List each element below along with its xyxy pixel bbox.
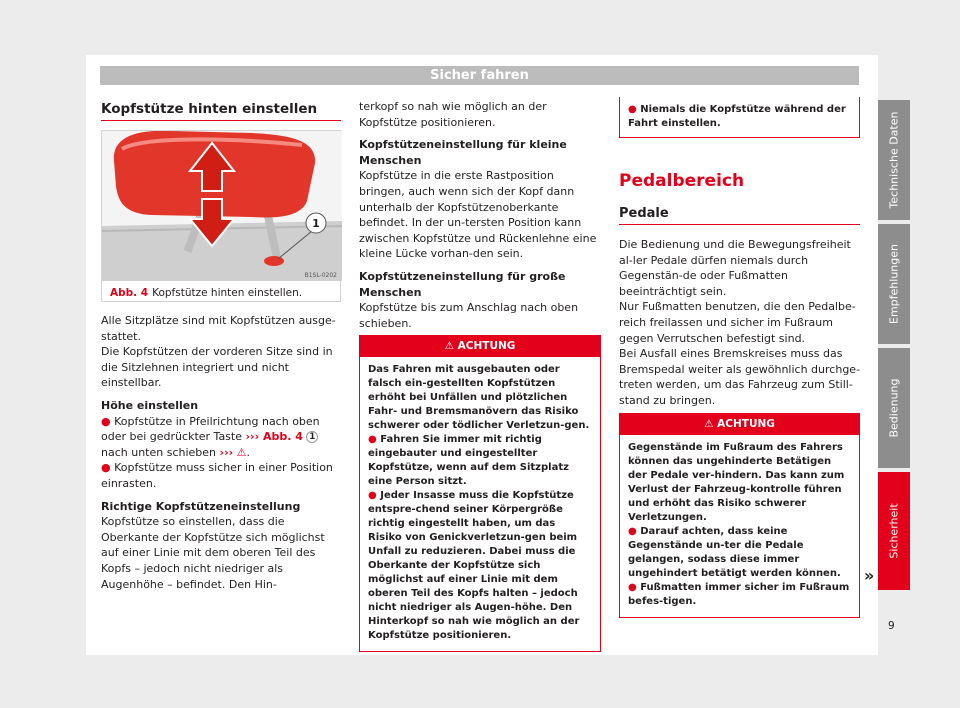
- warning-text: Gegenstände im Fußraum des Fahrers können das ungehinderte Betätigen der Pedale ver-hindern. Das kann zum Verlust der Fahrzeug-kontrolle führen und erhöht das Risiko schwerer Verletzungen.: [628, 442, 845, 523]
- tab-sicherheit[interactable]: Sicherheit: [878, 472, 910, 590]
- warning-header: ⚠ ACHTUNG: [620, 414, 859, 435]
- bullet-dot-icon: ●: [628, 526, 637, 537]
- paragraph: Kopfstütze so einstellen, dass die Oberkante der Kopfstütze sich möglichst auf einer Linie mit dem oberen Teil des Kopfs – jedoch nicht niedriger als Augenhöhe – befindet. Den Hin-: [101, 515, 325, 591]
- tab-technische-daten[interactable]: Technische Daten: [878, 100, 910, 220]
- figure-label: Abb. 4: [110, 287, 149, 299]
- bullet-dot-icon: ●: [368, 490, 377, 501]
- running-header: Sicher fahren: [100, 66, 859, 85]
- tab-empfehlungen[interactable]: Empfehlungen: [878, 224, 910, 344]
- heading-grosse-menschen: Kopfstützeneinstellung für große Menschen: [359, 269, 566, 299]
- warning-box-headrest: [359, 335, 601, 652]
- headrest-illustration: [102, 131, 342, 281]
- subsection-underline: [619, 224, 860, 225]
- heading-hoehe-einstellen: Höhe einstellen: [101, 398, 199, 412]
- warning-bullet: ● Jeder Insasse muss die Kopfstütze entspre-chend seiner Körpergröße richtig eingestellt haben, um das Risiko von Genickverletzun-gen beim Unfall zu reduzieren. Dabei muss die Oberkante der Kopfstütze sich möglichst auf einer Linie mit dem oberen Teil des Kopfs halten – jedoch nicht niedriger als Augen-höhe. Den Hinterkopf so nah wie möglich an der Kopfstütze positionieren.: [368, 490, 580, 641]
- paragraph: Die Bedienung und die Bewegungsfreiheit al-ler Pedale dürfen niemals durch Gegenstän-de oder Fußmatten beeinträchtigt sein.: [619, 238, 851, 298]
- warning-text: Das Fahren mit ausgebauten oder falsch ein-gestellten Kopfstützen erhöht bei Unfällen und plötzlichen Fahr- und Bremsmanövern das Risiko schwerer oder tödlicher Verletzun-gen.: [368, 364, 590, 431]
- heading-richtige-einstellung: Richtige Kopfstützeneinstellung: [101, 499, 301, 513]
- left-column-text: [101, 313, 343, 592]
- subsection-title-pedale: Pedale: [619, 206, 669, 221]
- bullet-item: ● Kopfstütze muss sicher in einer Position einrasten.: [101, 461, 333, 490]
- callout-badge: 1: [306, 431, 318, 443]
- page-number: 9: [888, 620, 895, 632]
- paragraph: Die Kopfstützen der vorderen Sitze sind in die Sitzlehnen integriert und nicht einstellbar.: [101, 345, 333, 390]
- figure-callout-1: 1: [312, 217, 320, 230]
- bullet-dot-icon: ●: [101, 461, 111, 475]
- paragraph: Kopfstütze bis zum Anschlag nach oben schieben.: [359, 301, 579, 330]
- warning-bullet: ● Niemals die Kopfstütze während der Fahrt einstellen.: [628, 104, 846, 129]
- bullet-dot-icon: ●: [101, 414, 111, 428]
- warning-triangle-icon: ⚠: [236, 445, 247, 459]
- middle-column-text: [359, 99, 601, 331]
- section-title-pedalbereich: Pedalbereich: [619, 171, 745, 191]
- bullet-dot-icon: ●: [368, 434, 377, 445]
- warning-body: [360, 357, 600, 651]
- figure-caption-text: Kopfstütze hinten einstellen.: [152, 287, 303, 299]
- warning-triangle-icon: ⚠: [444, 340, 455, 352]
- section-title-underline: [101, 120, 341, 121]
- paragraph: Kopfstütze in die erste Rastposition bringen, auch wenn sich der Kopf dann unterhalb der Kopfstützenoberkante befindet. In der un-tersten Position kann zwischen Kopfstütze und Rückenlehne eine kleine Lücke vorhan-den sein.: [359, 169, 597, 261]
- paragraph: Alle Sitzplätze sind mit Kopfstützen ausge-stattet.: [101, 314, 336, 343]
- heading-kleine-menschen: Kopfstützeneinstellung für kleine Menschen: [359, 138, 567, 167]
- right-column-text: [619, 237, 862, 409]
- figure-caption: [110, 287, 302, 299]
- warning-bullet: ● Darauf achten, dass keine Gegenstände un-ter die Pedale gelangen, sodass diese immer ungehindert betätigt werden können.: [628, 526, 841, 579]
- tab-bedienung[interactable]: Bedienung: [878, 348, 910, 468]
- warning-bullet: ● Fahren Sie immer mit richtig eingebauter und eingestellter Kopfstütze, wenn auf dem Sitzplatz eine Person sitzt.: [368, 434, 569, 487]
- paragraph: Bei Ausfall eines Bremskreises muss das Bremspedal weiter als gewöhnlich durchge-treten werden, um das Fahrzeug zum Still-stand zu bringen.: [619, 347, 861, 407]
- warning-body: [620, 97, 859, 137]
- figure-headrest: [101, 130, 341, 302]
- warning-box-continued: [619, 97, 860, 138]
- warning-header: ⚠ ACHTUNG: [360, 336, 600, 357]
- warning-box-pedals: [619, 413, 860, 618]
- warning-bullet: ● Fußmatten immer sicher im Fußraum befes-tigen.: [628, 582, 850, 607]
- continue-arrow-icon[interactable]: »: [864, 566, 875, 585]
- cross-ref[interactable]: ››› Abb. 4: [245, 430, 303, 444]
- warning-ref-arrows: ›››: [219, 445, 234, 459]
- paragraph: terkopf so nah wie möglich an der Kopfstütze positionieren.: [359, 100, 547, 129]
- figure-code: B1SL-0202: [304, 272, 337, 279]
- warning-body: [620, 435, 859, 617]
- warning-triangle-icon: ⚠: [704, 418, 714, 430]
- bullet-dot-icon: ●: [628, 104, 637, 115]
- paragraph: Nur Fußmatten benutzen, die den Pedalbe-reich freilassen und sicher im Fußraum gegen Verrutschen befestigt sind.: [619, 300, 856, 345]
- section-title-kopfstuetze: Kopfstütze hinten einstellen: [101, 101, 318, 117]
- bullet-dot-icon: ●: [628, 582, 637, 593]
- bullet-item: ● Kopfstütze in Pfeilrichtung nach oben oder bei gedrückter Taste ››› Abb. 4 1 nach unten schieben ››› ⚠.: [101, 414, 320, 459]
